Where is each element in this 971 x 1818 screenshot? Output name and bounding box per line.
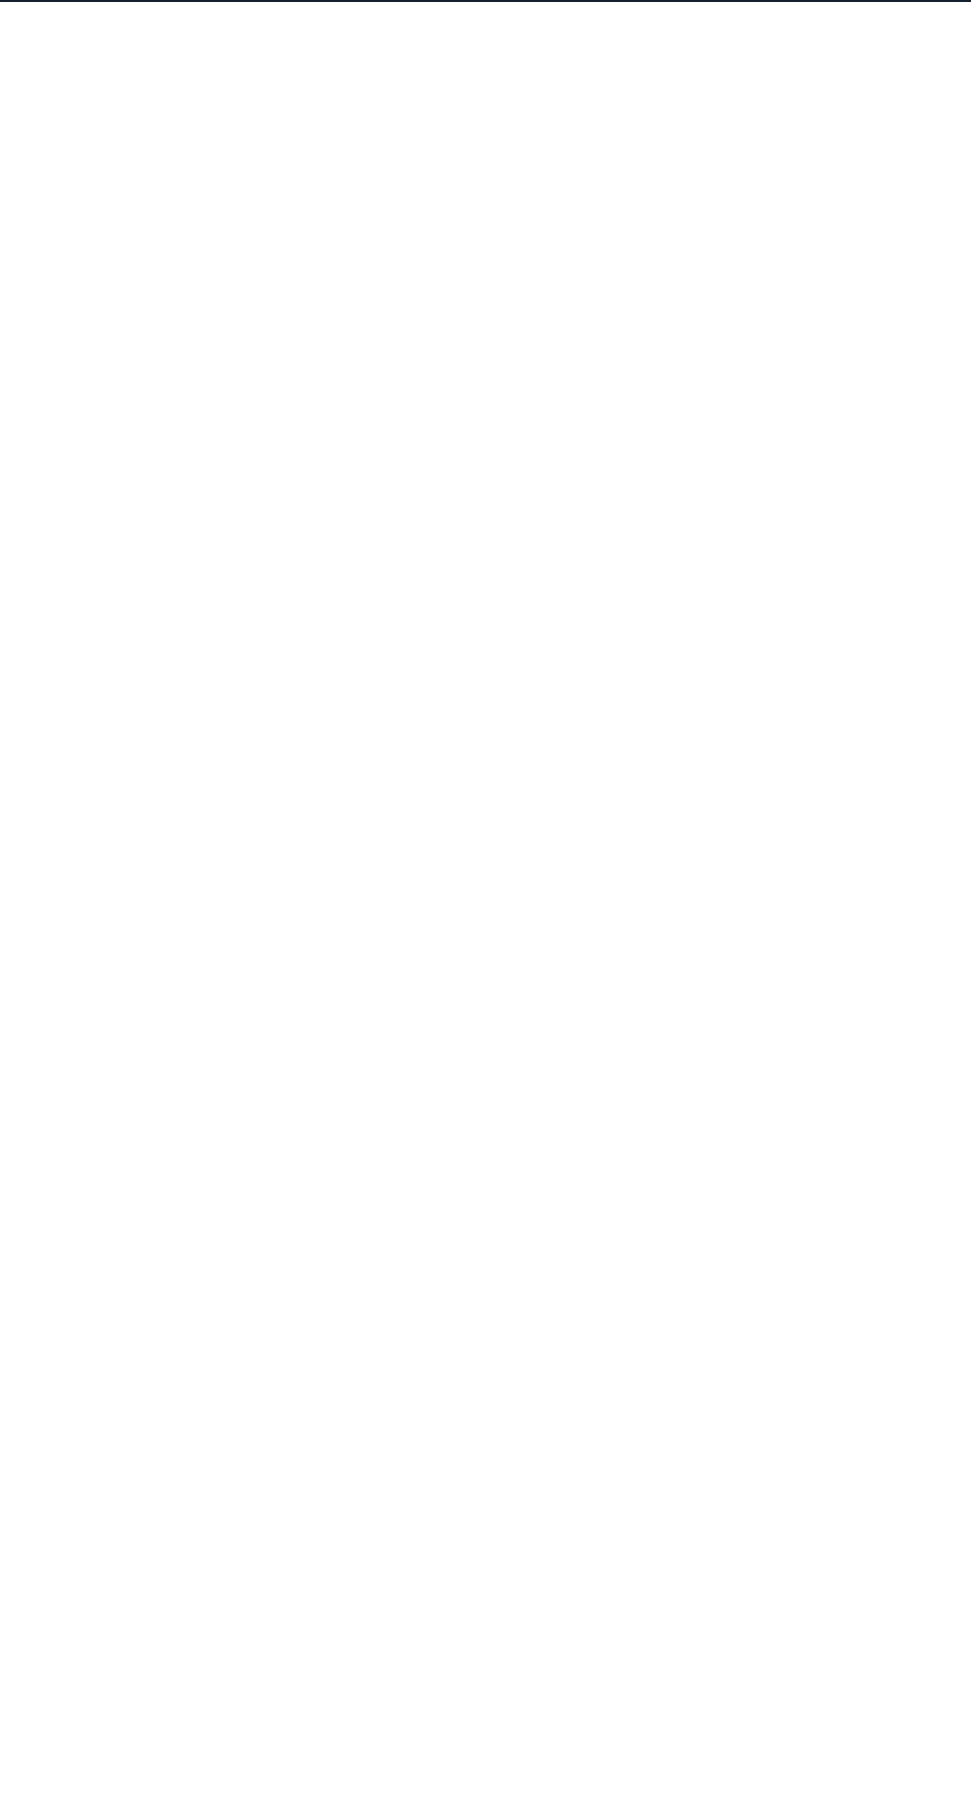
- product-spec-table: [0, 0, 971, 2]
